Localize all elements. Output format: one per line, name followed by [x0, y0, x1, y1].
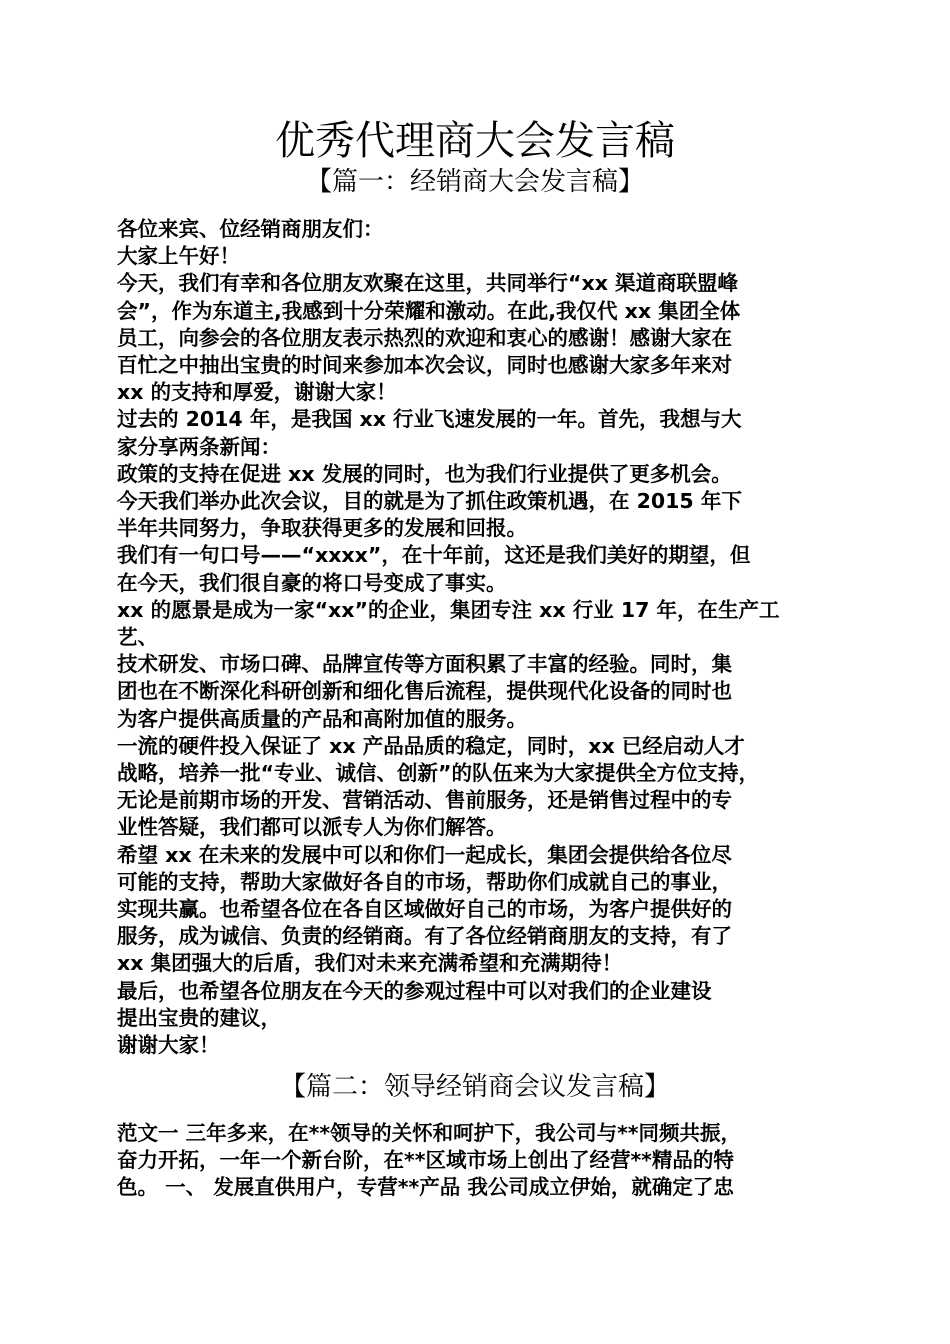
paragraph-line: 今天，我们有幸和各位朋友欢聚在这里，共同举行“xx 渠道商联盟峰	[117, 271, 739, 296]
paragraph-line: 家分享两条新闻：	[117, 434, 281, 459]
paragraph-line: 希望 xx 在未来的发展中可以和你们一起成长，集团会提供给各位尽	[117, 842, 732, 867]
paragraph-line: 可能的支持，帮助大家做好各自的市场，帮助你们成就自己的事业，	[117, 869, 732, 894]
paragraph-line: 今天我们举办此次会议，目的就是为了抓住政策机遇，在 2015 年下	[117, 489, 742, 514]
paragraph-line: 团也在不断深化科研创新和细化售后流程，提供现代化设备的同时也	[117, 679, 732, 704]
paragraph-line: 范文一 三年多来，在**领导的关怀和呵护下，我公司与**同频共振，	[117, 1121, 742, 1145]
paragraph-line: 我们有一句口号——“xxxx”，在十年前，这还是我们美好的期望，但	[117, 543, 751, 568]
paragraph-line: 奋力开拓，一年一个新台阶，在**区域市场上创出了经营**精品的特	[117, 1148, 734, 1173]
paragraph-line: 无论是前期市场的开发、营销活动、售前服务，还是销售过程中的专	[117, 788, 732, 813]
section-1-body	[117, 216, 837, 1059]
section-heading-2: 【篇二：领导经销商会议发言稿】	[279, 1072, 670, 1102]
paragraph-line: 过去的 2014 年，是我国 xx 行业飞速发展的一年。首先，我想与大	[117, 407, 742, 432]
paragraph-line: xx 的愿景是成为一家“xx”的企业，集团专注 xx 行业 17 年，在生产工	[117, 597, 780, 622]
paragraph-line: 一流的硬件投入保证了 xx 产品品质的稳定，同时，xx 已经启动人才	[117, 733, 745, 758]
paragraph-line: 色。 一、 发展直供用户，专营**产品 我公司成立伊始，就确定了忠	[117, 1175, 734, 1200]
paragraph-line: 艺、	[117, 625, 158, 650]
paragraph-line: 业性答疑，我们都可以派专人为你们解答。	[117, 815, 507, 840]
paragraph-line: 半年共同努力，争取获得更多的发展和回报。	[117, 516, 527, 541]
paragraph-line: 谢谢大家！	[117, 1033, 220, 1058]
paragraph-line: 战略，培养一批“专业、诚信、创新”的队伍来为大家提供全方位支持，	[117, 761, 759, 786]
paragraph-line: 在今天，我们很自豪的将口号变成了事实。	[117, 570, 507, 595]
section-heading-1: 【篇一：经销商大会发言稿】	[305, 167, 644, 197]
paragraph-line: 百忙之中抽出宝贵的时间来参加本次会议，同时也感谢大家多年来对	[117, 353, 732, 378]
paragraph-line: 服务，成为诚信、负责的经销商。有了各位经销商朋友的支持，有了	[117, 924, 732, 949]
document-title: 优秀代理商大会发言稿	[275, 118, 675, 164]
paragraph-line: 最后，也希望各位朋友在今天的参观过程中可以对我们的企业建设	[117, 978, 712, 1003]
paragraph-line: 实现共赢。也希望各位在各自区域做好自己的市场，为客户提供好的	[117, 897, 732, 922]
paragraph-line: 技术研发、市场口碑、品牌宣传等方面积累了丰富的经验。同时，集	[117, 652, 732, 677]
paragraph-line: 大家上午好！	[117, 244, 240, 269]
paragraph-line: 会”，作为东道主,我感到十分荣耀和激动。在此,我仅代 xx 集团全体	[117, 298, 741, 323]
paragraph-line: 员工，向参会的各位朋友表示热烈的欢迎和衷心的感谢！感谢大家在	[117, 325, 732, 350]
paragraph-line: 各位来宾、位经销商朋友们：	[117, 217, 384, 241]
paragraph-line: xx 集团强大的后盾，我们对未来充满希望和充满期待！	[117, 951, 623, 976]
paragraph-line: 为客户提供高质量的产品和高附加值的服务。	[117, 706, 527, 731]
paragraph-line: 政策的支持在促进 xx 发展的同时，也为我们行业提供了更多机会。	[117, 461, 732, 486]
section-2-body	[117, 1120, 837, 1202]
paragraph-line: xx 的支持和厚爱，谢谢大家！	[117, 380, 397, 405]
paragraph-line: 提出宝贵的建议，	[117, 1005, 281, 1030]
